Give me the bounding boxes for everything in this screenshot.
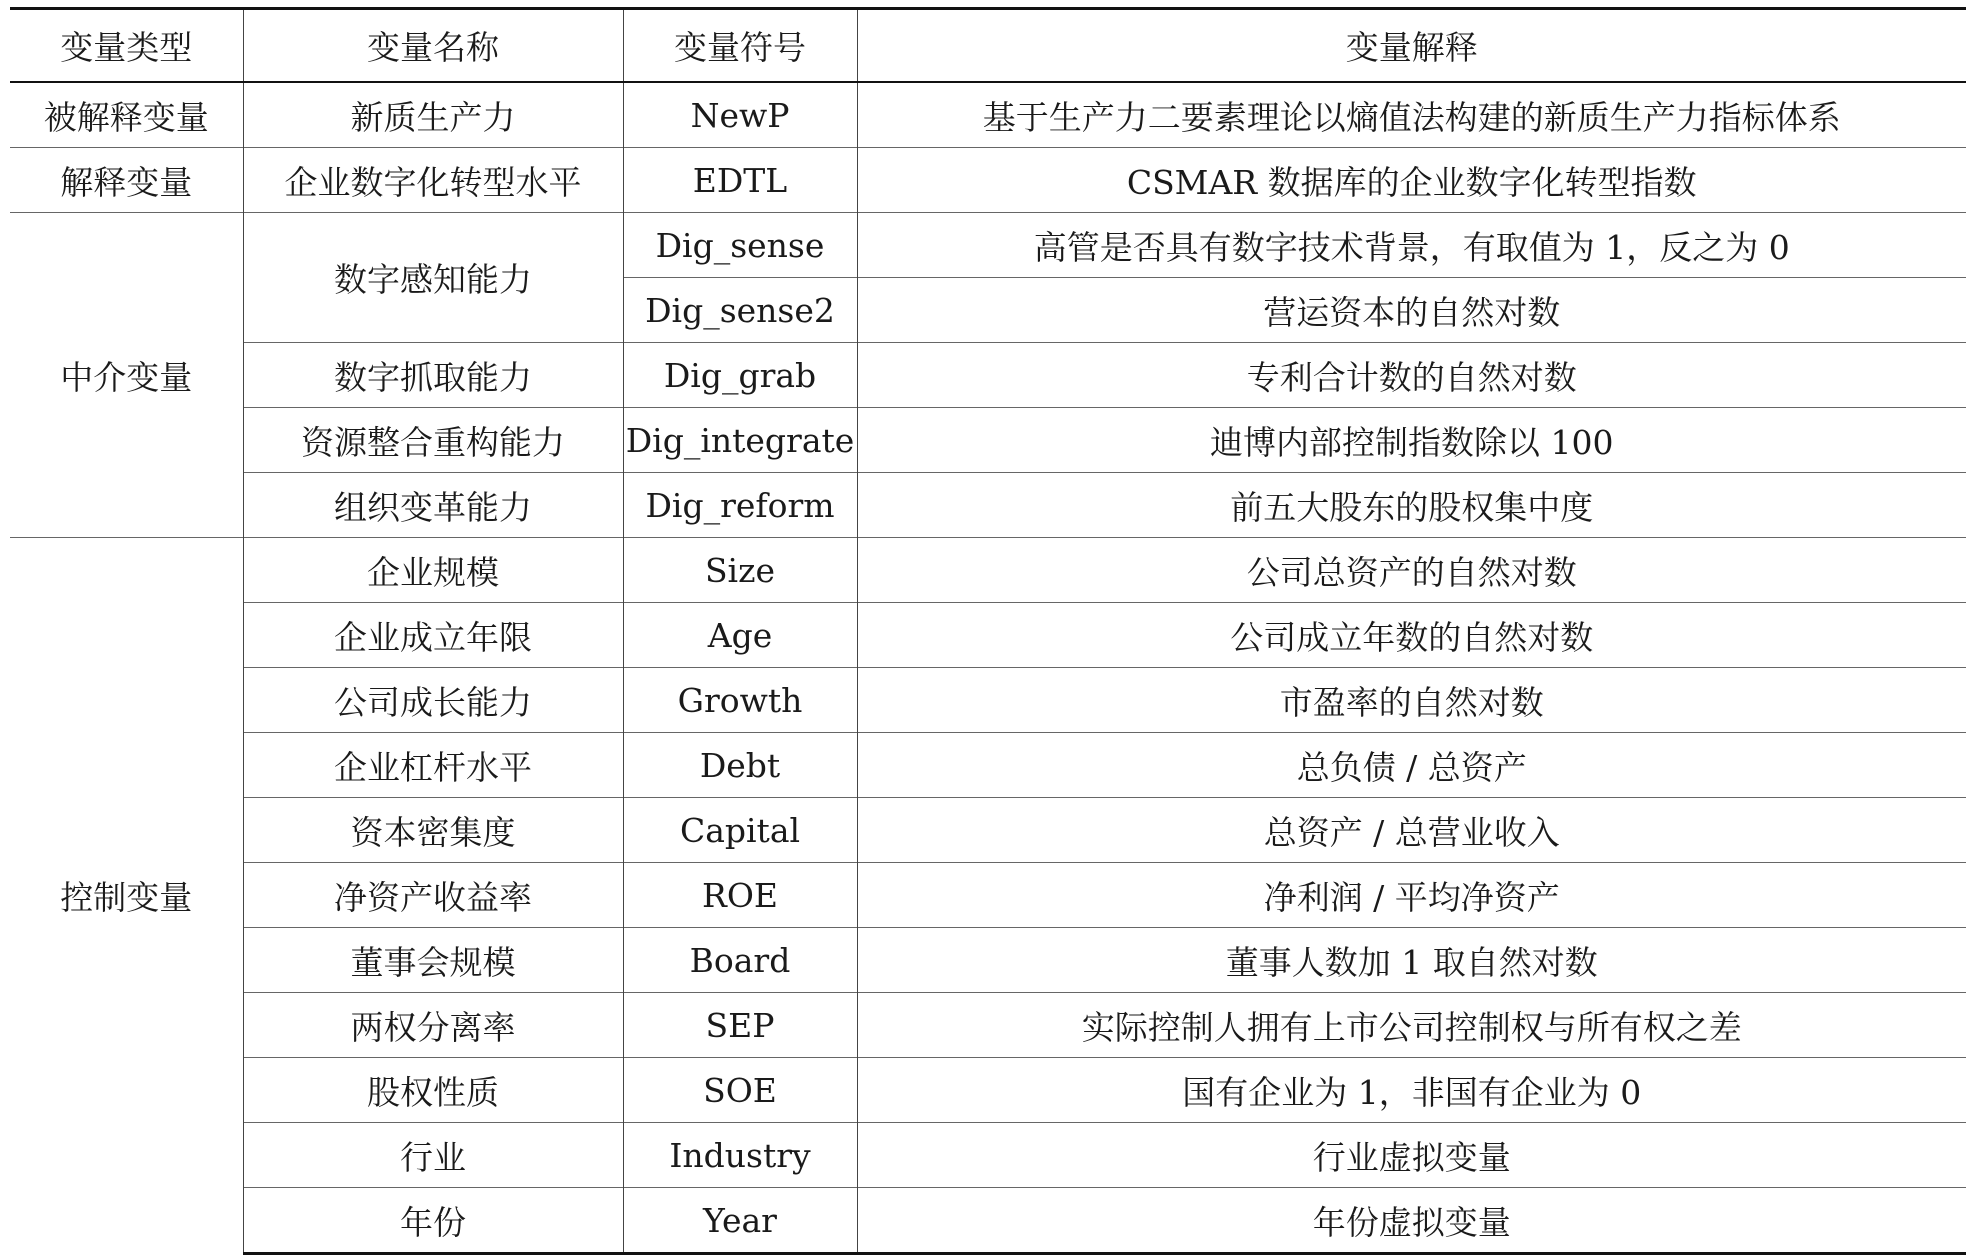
variable-explanation-cell: 净利润 / 平均净资产 bbox=[857, 863, 1966, 928]
header-variable-name: 变量名称 bbox=[243, 9, 623, 83]
table-row bbox=[10, 993, 1966, 1058]
variable-symbol-cell: Dig_grab bbox=[623, 343, 857, 408]
variable-name-cell: 股权性质 bbox=[243, 1058, 623, 1123]
header-variable-type: 变量类型 bbox=[10, 9, 243, 83]
variable-type-cell: 解释变量 bbox=[10, 148, 243, 213]
variable-symbol-cell: Dig_reform bbox=[623, 473, 857, 538]
variable-name-cell: 行业 bbox=[243, 1123, 623, 1188]
variable-type-cell: 中介变量 bbox=[10, 213, 243, 538]
variable-explanation-cell: 总资产 / 总营业收入 bbox=[857, 798, 1966, 863]
table-row bbox=[10, 1188, 1966, 1254]
table-row bbox=[10, 733, 1966, 798]
variable-name-cell: 董事会规模 bbox=[243, 928, 623, 993]
variable-name-cell: 企业成立年限 bbox=[243, 603, 623, 668]
variable-symbol-cell: Growth bbox=[623, 668, 857, 733]
variable-explanation-cell: 公司总资产的自然对数 bbox=[857, 538, 1966, 603]
header-variable-symbol: 变量符号 bbox=[623, 9, 857, 83]
variable-explanation-cell: 专利合计数的自然对数 bbox=[857, 343, 1966, 408]
variable-name-cell: 资源整合重构能力 bbox=[243, 408, 623, 473]
variable-symbol-cell: Year bbox=[623, 1188, 857, 1254]
variable-explanation-cell: CSMAR 数据库的企业数字化转型指数 bbox=[857, 148, 1966, 213]
variable-name-cell: 新质生产力 bbox=[243, 82, 623, 148]
variable-explanation-cell: 董事人数加 1 取自然对数 bbox=[857, 928, 1966, 993]
variable-explanation-cell: 高管是否具有数字技术背景，有取值为 1，反之为 0 bbox=[857, 213, 1966, 278]
variable-symbol-cell: Size bbox=[623, 538, 857, 603]
variable-explanation-cell: 实际控制人拥有上市公司控制权与所有权之差 bbox=[857, 993, 1966, 1058]
table-header bbox=[10, 9, 1966, 83]
header-row bbox=[10, 9, 1966, 83]
variable-explanation-cell: 行业虚拟变量 bbox=[857, 1123, 1966, 1188]
variable-symbol-cell: Dig_sense2 bbox=[623, 278, 857, 343]
variable-type-cell: 控制变量 bbox=[10, 538, 243, 1254]
variable-symbol-cell: NewP bbox=[623, 82, 857, 148]
table-row bbox=[10, 473, 1966, 538]
variable-symbol-cell: SEP bbox=[623, 993, 857, 1058]
variable-name-cell: 数字感知能力 bbox=[243, 213, 623, 343]
variable-symbol-cell: Board bbox=[623, 928, 857, 993]
variable-name-cell: 净资产收益率 bbox=[243, 863, 623, 928]
table-row bbox=[10, 1123, 1966, 1188]
variable-name-cell: 公司成长能力 bbox=[243, 668, 623, 733]
variable-symbol-cell: Age bbox=[623, 603, 857, 668]
variable-name-cell: 企业规模 bbox=[243, 538, 623, 603]
header-variable-explanation: 变量解释 bbox=[857, 9, 1966, 83]
table-row bbox=[10, 798, 1966, 863]
variable-explanation-cell: 市盈率的自然对数 bbox=[857, 668, 1966, 733]
variable-name-cell: 两权分离率 bbox=[243, 993, 623, 1058]
table-row bbox=[10, 343, 1966, 408]
variable-definition-table bbox=[10, 7, 1966, 1255]
variable-symbol-cell: ROE bbox=[623, 863, 857, 928]
table-row bbox=[10, 408, 1966, 473]
variable-explanation-cell: 总负债 / 总资产 bbox=[857, 733, 1966, 798]
variable-symbol-cell: Capital bbox=[623, 798, 857, 863]
variable-explanation-cell: 公司成立年数的自然对数 bbox=[857, 603, 1966, 668]
variable-explanation-cell: 营运资本的自然对数 bbox=[857, 278, 1966, 343]
variable-name-cell: 资本密集度 bbox=[243, 798, 623, 863]
variable-explanation-cell: 前五大股东的股权集中度 bbox=[857, 473, 1966, 538]
variable-symbol-cell: Industry bbox=[623, 1123, 857, 1188]
variable-name-cell: 企业杠杆水平 bbox=[243, 733, 623, 798]
table-row bbox=[10, 863, 1966, 928]
variable-definition-table-container bbox=[10, 7, 1966, 1255]
table-row bbox=[10, 538, 1966, 603]
table-row bbox=[10, 603, 1966, 668]
variable-type-cell: 被解释变量 bbox=[10, 82, 243, 148]
table-row bbox=[10, 82, 1966, 148]
variable-name-cell: 年份 bbox=[243, 1188, 623, 1254]
table-row bbox=[10, 1058, 1966, 1123]
variable-explanation-cell: 国有企业为 1，非国有企业为 0 bbox=[857, 1058, 1966, 1123]
variable-name-cell: 组织变革能力 bbox=[243, 473, 623, 538]
table-row bbox=[10, 668, 1966, 733]
table-row bbox=[10, 213, 1966, 278]
table-body bbox=[10, 82, 1966, 1254]
variable-symbol-cell: EDTL bbox=[623, 148, 857, 213]
variable-symbol-cell: SOE bbox=[623, 1058, 857, 1123]
table-row bbox=[10, 148, 1966, 213]
variable-explanation-cell: 迪博内部控制指数除以 100 bbox=[857, 408, 1966, 473]
variable-symbol-cell: Dig_integrate bbox=[623, 408, 857, 473]
table-row bbox=[10, 928, 1966, 993]
variable-name-cell: 企业数字化转型水平 bbox=[243, 148, 623, 213]
variable-name-cell: 数字抓取能力 bbox=[243, 343, 623, 408]
variable-explanation-cell: 年份虚拟变量 bbox=[857, 1188, 1966, 1254]
variable-symbol-cell: Dig_sense bbox=[623, 213, 857, 278]
variable-symbol-cell: Debt bbox=[623, 733, 857, 798]
variable-explanation-cell: 基于生产力二要素理论以熵值法构建的新质生产力指标体系 bbox=[857, 82, 1966, 148]
